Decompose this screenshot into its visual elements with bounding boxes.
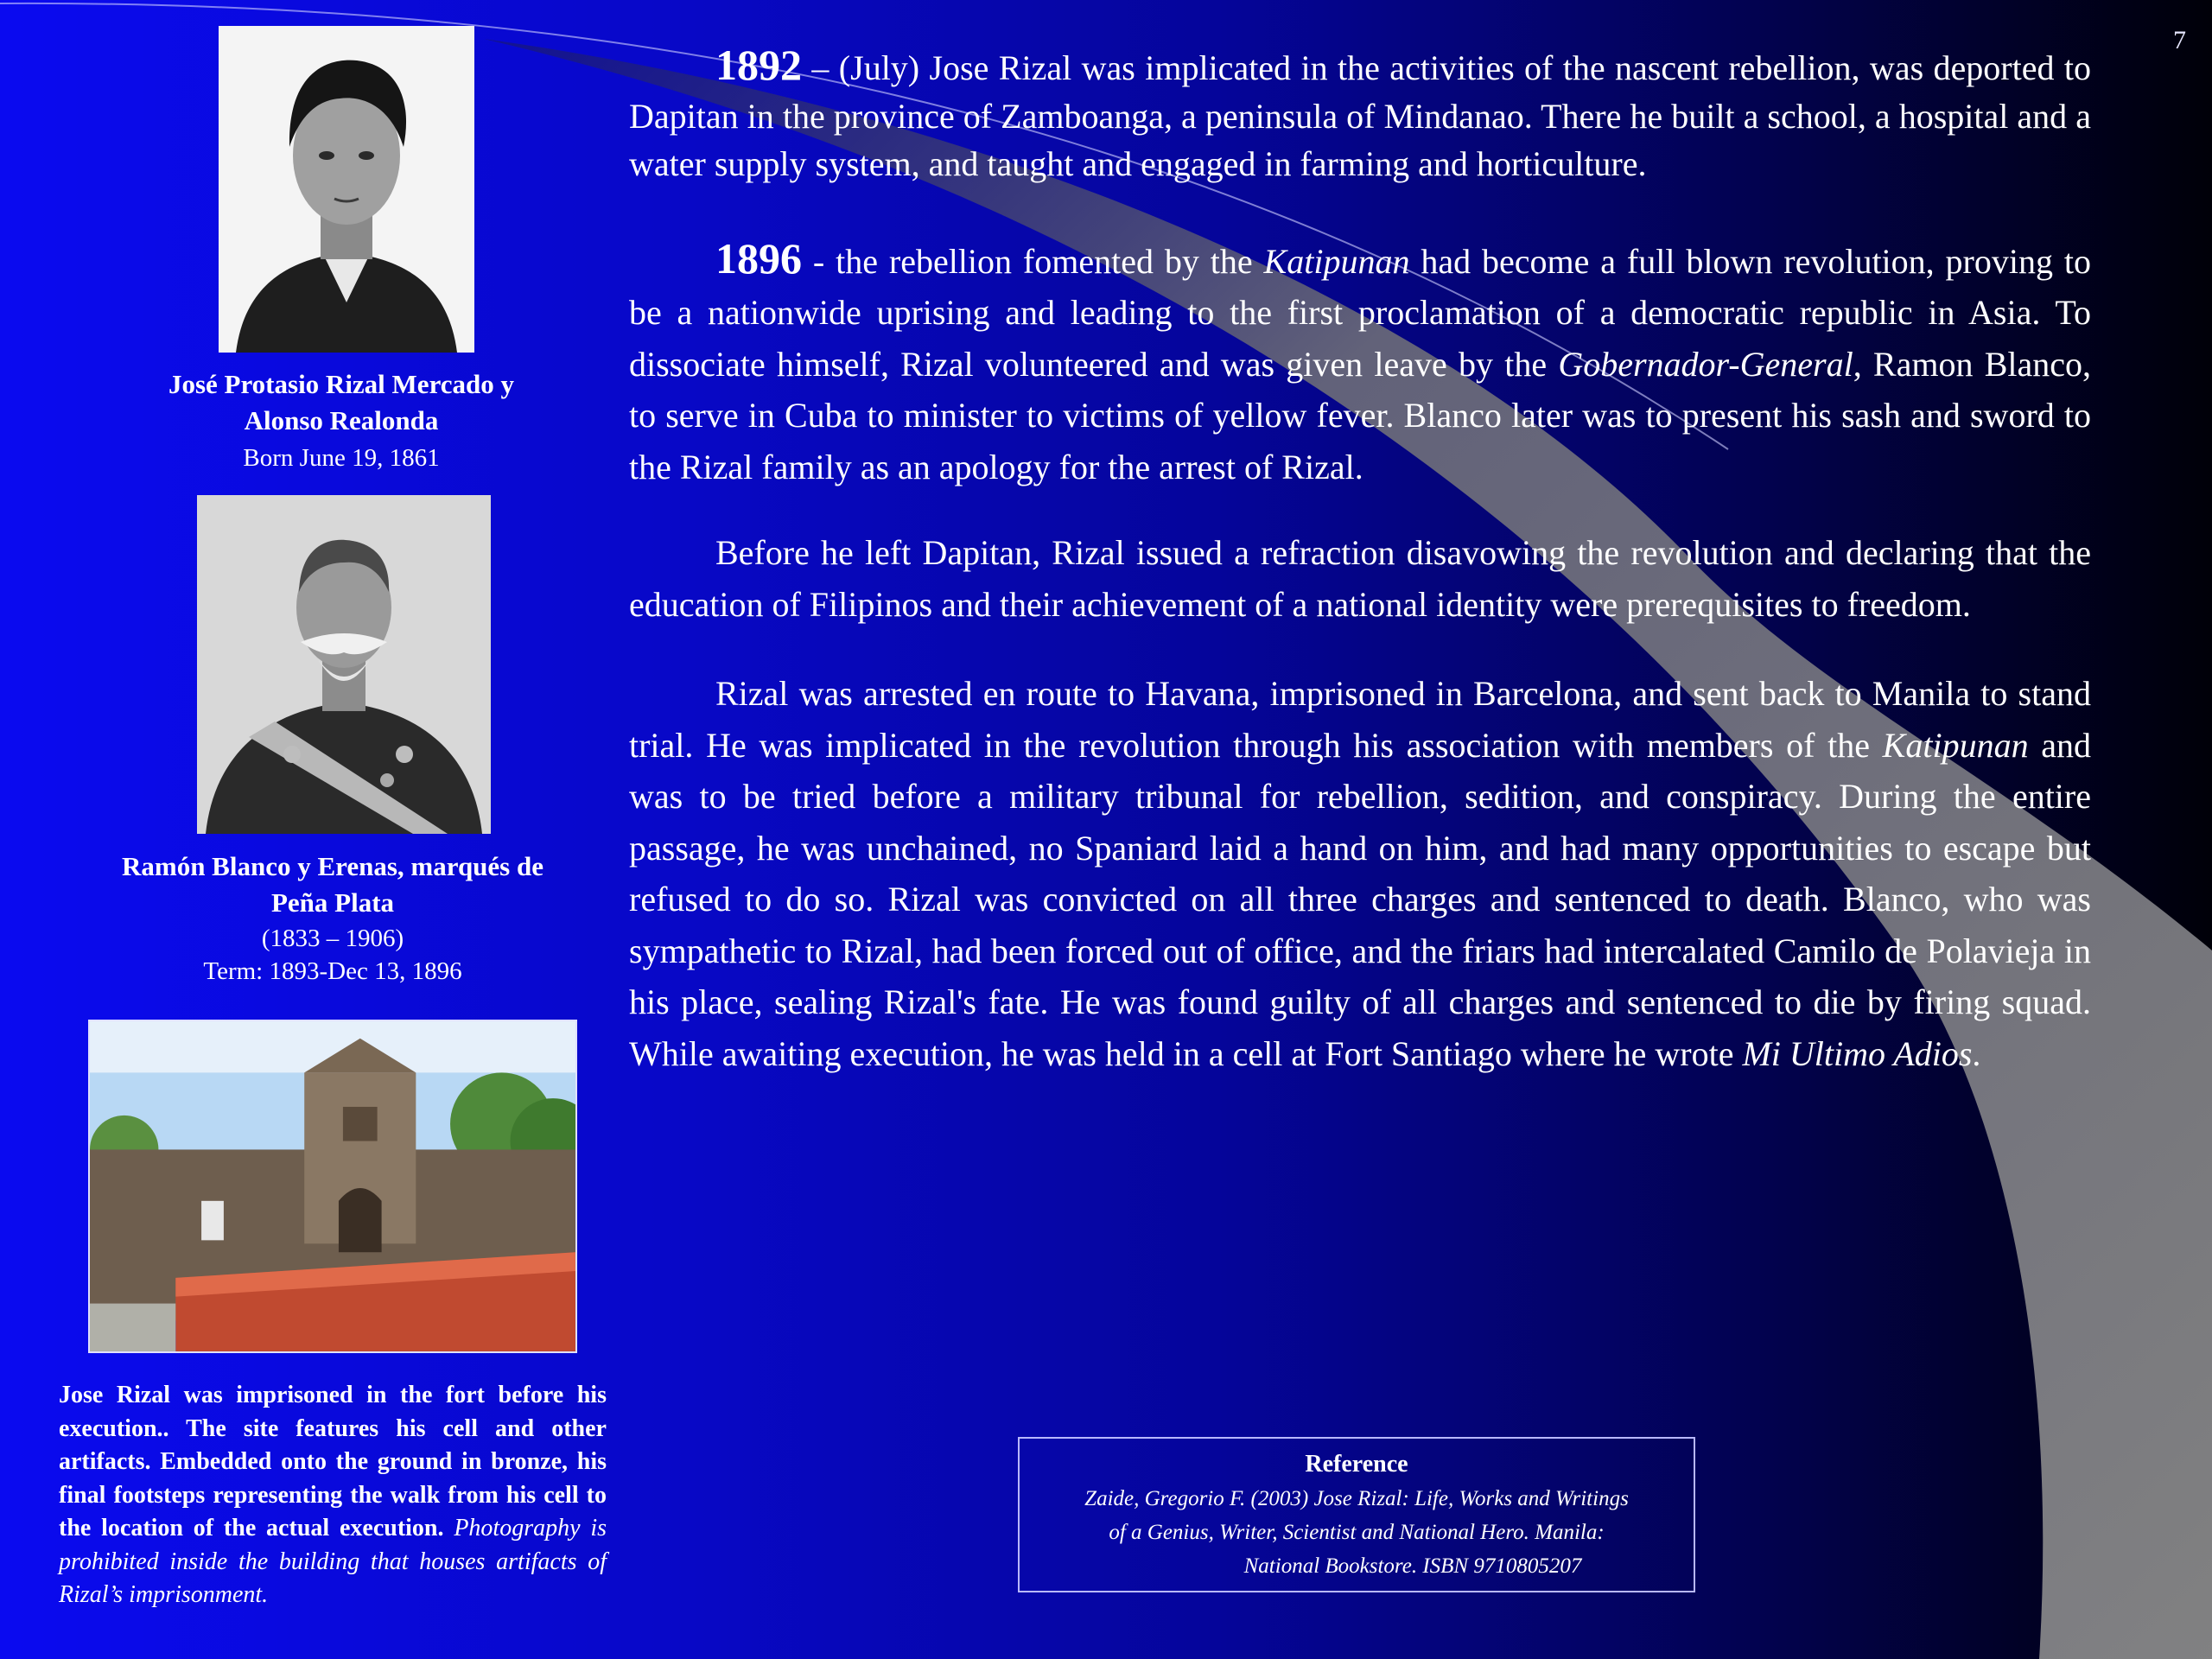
fort-santiago-photo [88, 1020, 577, 1353]
reference-line-3: National Bookstore. ISBN 9710805207 [1243, 1554, 1582, 1578]
reference-line-2: of a Genius, Writer, Scientist and National Hero. Manila: [1109, 1521, 1605, 1544]
year-1892: 1892 [715, 41, 802, 89]
paragraph-dapitan [629, 527, 2091, 630]
reference-title: Reference [1305, 1451, 1408, 1478]
paragraph-1896-text-b: had become a full blown revolution, proving to be a nationwide uprising and leading to the first proclamation of a democratic republic in Asia. To dissociate himself, Rizal volunteered and was given leave by the [629, 241, 2092, 384]
paragraph-dapitan-text: Before he left Dapitan, Rizal issued a refraction disavowing the revolution and declaring that the education of Filipinos and their achievement of a national identity were prerequisites to freedom. [629, 533, 2091, 624]
blanco-portrait [197, 495, 491, 834]
paragraph-1896 [629, 233, 2091, 493]
fort-note [59, 1379, 607, 1612]
rizal-caption [130, 366, 553, 475]
reference-line-1: Zaide, Gregorio F. (2003) Jose Rizal: Life, Works and Writings [1084, 1487, 1629, 1510]
blanco-caption-name: Ramón Blanco y Erenas, marqués de Peña Plata [121, 851, 543, 918]
reference-box [1018, 1437, 1695, 1592]
paragraph-1892-text: – (July) Jose Rizal was implicated in the activities of the nascent rebellion, was deported to Dapitan in the province of Zamboanga, a peninsula of Mindanao. There he built a school, a hospital and a water supply system, and taught and engaged in farming and horticulture. [629, 48, 2091, 183]
paragraph-arrest [629, 668, 2091, 1079]
fort-note-italic: Photography is prohibited inside the building that houses artifacts of Rizal’s imprisonment. [59, 1515, 607, 1608]
rizal-portrait [219, 26, 474, 353]
paragraph-arrest-text-b: and was to be tried before a military tribunal for rebellion, sedition, and conspiracy. During the entire passage, he was unchained, no Spaniard laid a hand on him, and had many opportunities to escape but refused to do so. Rizal was convicted on all three charges and sentenced to death. Blanco, who was sympathetic to Rizal, had been forced out of office, and the friars had intercalated Camilo de Polavieja in his place, sealing Rizal's fate. He was found guilty of all charges and sentenced to die by firing squad. While awaiting execution, he was held in a cell at Fort Santiago where he wrote [629, 725, 2091, 1073]
katipunan-term: Katipunan [1263, 241, 1410, 281]
paragraph-arrest-text-a: Rizal was arrested en route to Havana, imprisoned in Barcelona, and sent back to Manila to stand trial. He was implicated in the revolution through his association with members of the [629, 674, 2091, 765]
blanco-caption-years: (1833 – 1906) [261, 925, 404, 952]
blanco-caption [99, 849, 566, 988]
paragraph-1896-text-a: - the rebellion fomented by the [802, 241, 1264, 281]
gobernador-general-term: Gobernador-General [1558, 344, 1853, 384]
paragraph-1896-text-c: , Ramon Blanco, to serve in Cuba to minister to victims of yellow fever. Blanco later was to present his sash and sword to the Rizal family as an apology for the arrest of Rizal. [629, 344, 2091, 486]
rizal-caption-name: José Protasio Rizal Mercado y Alonso Realonda [168, 369, 515, 435]
rizal-caption-born: Born June 19, 1861 [243, 444, 440, 472]
katipunan-term-2: Katipunan [1882, 725, 2029, 765]
paragraph-1892 [629, 41, 2091, 188]
paragraph-arrest-end: . [1972, 1033, 1981, 1073]
blanco-caption-term: Term: 1893-Dec 13, 1896 [203, 957, 462, 985]
year-1896: 1896 [715, 233, 802, 283]
page-number: 7 [2173, 26, 2186, 54]
main-text [629, 41, 2091, 1079]
fort-note-bold: Jose Rizal was imprisoned in the fort before his execution.. The site features his cell and other artifacts. Embedded onto the ground in bronze, his final footsteps representing the walk from his cell to the location of the actual execution. [59, 1382, 607, 1541]
mi-ultimo-adios-title: Mi Ultimo Adios [1742, 1033, 1973, 1073]
